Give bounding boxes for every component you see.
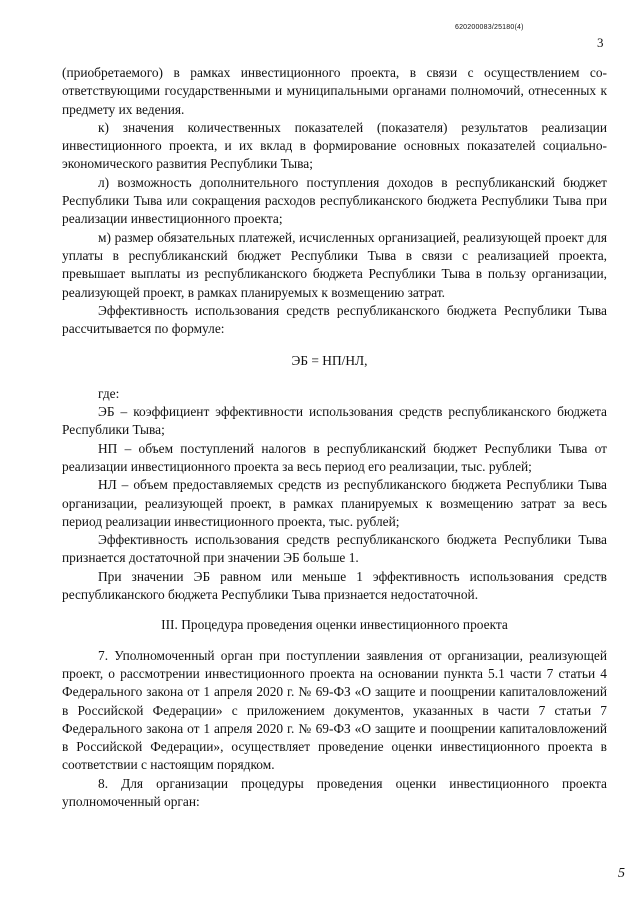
section-heading: III. Процедура проведения оценки инвестиционного проекта [161,617,508,633]
item-7: 7. Уполномоченный орган при поступлении заявления от организации, реализующей проект, о рассмотрении инвестиционного проекта на основании пункта 5.1 части 7 статьи 4 Федерального закона от 1 апреля 2020 г. № 69-ФЗ «О защите и поощрении капиталовложений в Российской Федерации» с приложением документов, указанных в части 7 статьи 7 Федерального закона от 1 апреля 2020 г. № 69-ФЗ «О защите и поощрении капиталовложений в Российской Федерации», осуществляет проведение оценки инвестиционного проекта в соответствии с настоящим порядком. [62,647,607,773]
document-id: 620200083/25180(4) [455,24,524,31]
item-8: 8. Для организации процедуры проведения оценки инвестиционного проекта уполномоченный орган: [62,775,607,809]
paragraph-continuation: (приобретаемого) в рамках инвестиционного проекта, в связи с осуществлением соответствующими государственными и муниципальными органами полномочий, отнесенных к предмету их ведения. [62,65,607,117]
where-label: где: [98,385,120,401]
definition-np: НП – объем поступлений налогов в республиканский бюджет Республики Тыва от реализации инвестиционного проекта за весь период его реализации, тыс. рублей; [62,440,607,474]
efficiency-insufficient: При значении ЭБ равном или меньше 1 эффективность использования средств республиканского бюджета Республики Тыва признается недостаточной. [62,568,607,603]
definition-eb: ЭБ – коэффициент эффективности использования средств республиканского бюджета Республики Тыва; [62,404,607,438]
efficiency-intro: Эффективность использования средств республиканского бюджета Республики Тыва рассчитывается по формуле: [62,302,607,337]
list-item-l: л) возможность дополнительного поступления доходов в республиканский бюджет Республики Тыва или сокращения расходов республиканского бюджета Республики Тыва при реализации инвестиционного проекта; [62,174,607,227]
corner-mark: 5 [618,866,625,881]
formula: ЭБ = НП/НЛ, [291,353,368,369]
list-item-k: к) значения количественных показателей (показателя) результатов реализации инвестиционного проекта, и их вклад в формирование основных показателей социально-экономического развития Республики Тыва; [62,119,607,172]
list-item-m: м) размер обязательных платежей, исчисленных организацией, реализующей проект для уплаты в республиканский бюджет Республики Тыва в связи с реализацией проекта, превышает выплаты из республиканского бюджета Республики Тыва в пользу организации, реализующей проект, в рамках планируемых к возмещению затрат. [62,229,607,300]
page-number: 3 [597,35,604,50]
definition-nl: НЛ – объем предоставляемых средств из республиканского бюджета Республики Тыва организации, реализующей проект, в рамках планируемых к возмещению затрат за весь период реализации инвестиционного проекта, тыс. рублей; [62,477,607,529]
document-body [62,64,607,811]
efficiency-sufficient: Эффективность использования средств республиканского бюджета Республики Тыва признается достаточной при значении ЭБ больше 1. [62,532,607,566]
